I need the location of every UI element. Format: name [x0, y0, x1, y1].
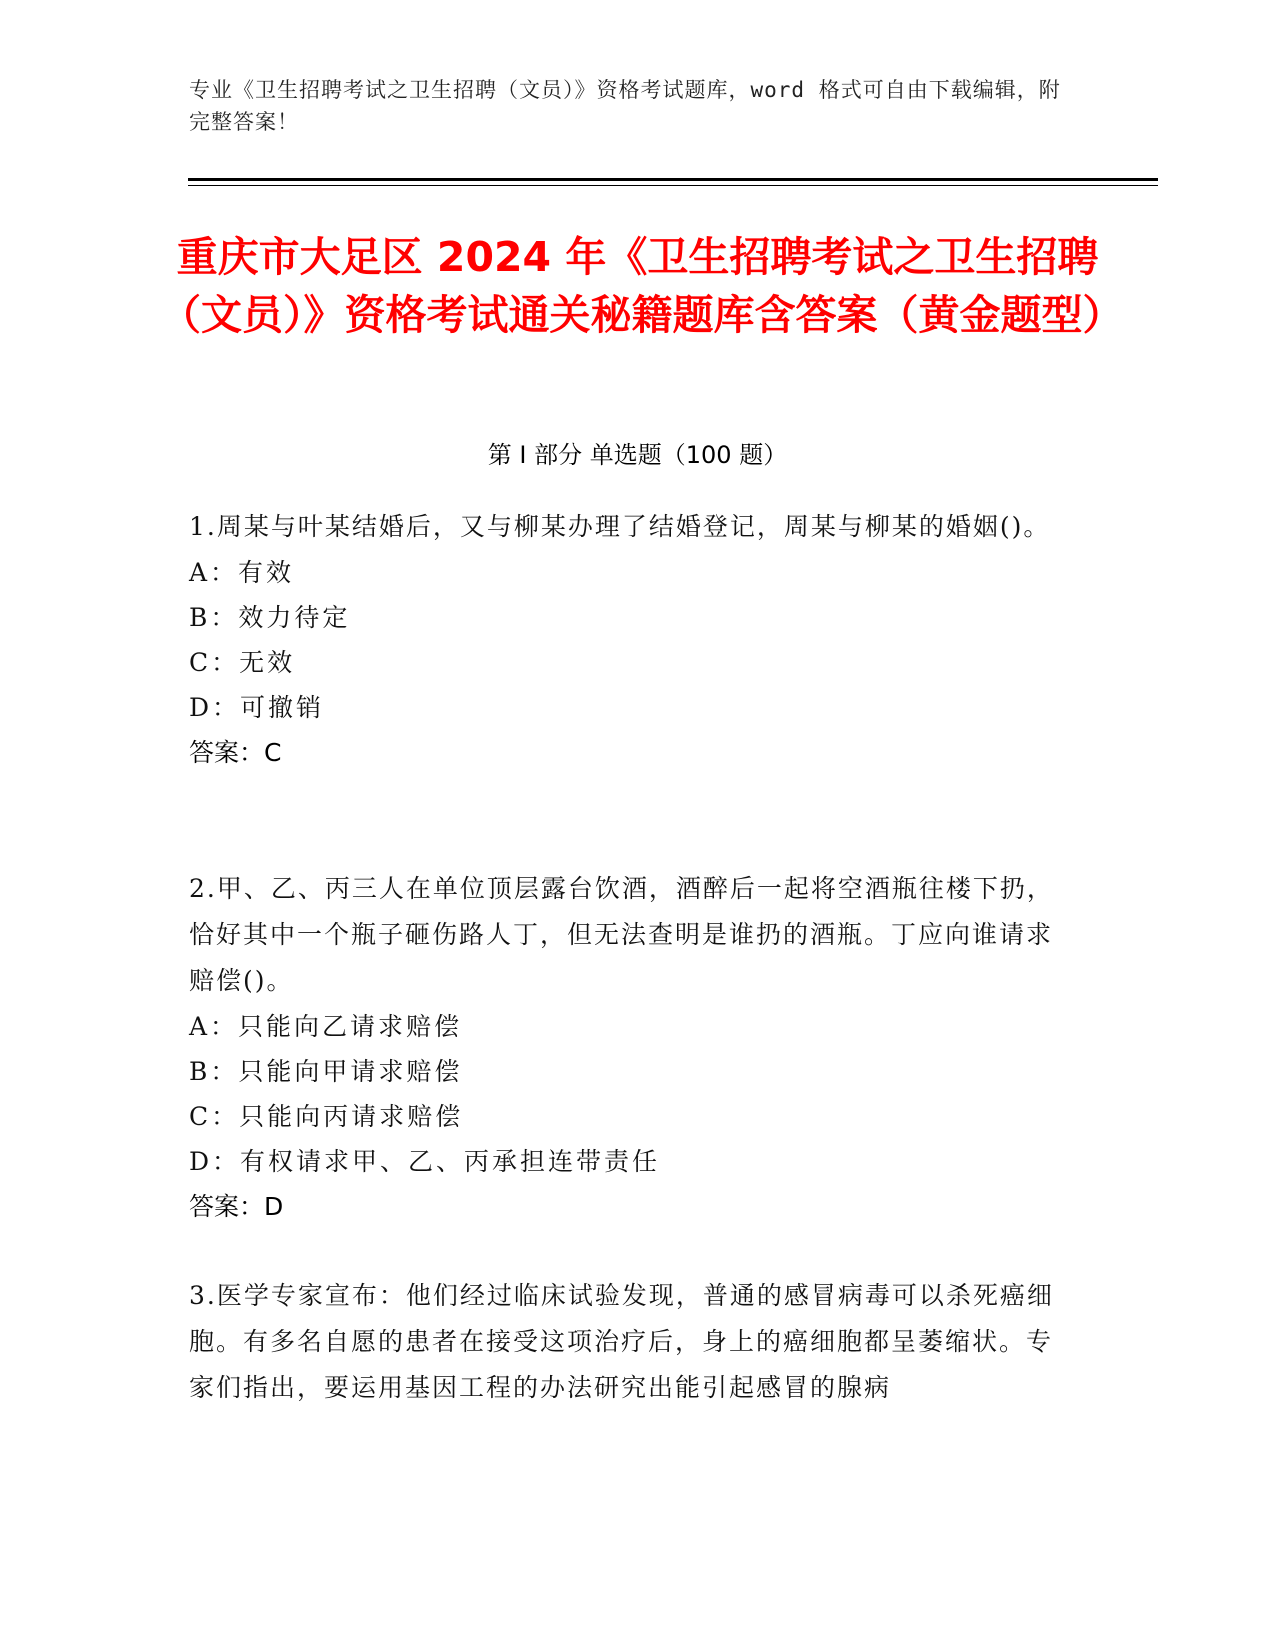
- option-b: B：只能向甲请求赔偿: [189, 1057, 463, 1086]
- document-title: 重庆市大足区 2024 年《卫生招聘考试之卫生招聘（文员）》资格考试通关秘籍题库含答案（黄金题型）: [160, 233, 1124, 339]
- question-stem: 2.甲、乙、丙三人在单位顶层露台饮酒，酒醉后一起将空酒瓶往楼下扔，恰好其中一个瓶子砸伤路人丁，但无法查明是谁扔的酒瓶。丁应向谁请求赔偿()。: [189, 874, 1054, 995]
- question-1: [189, 504, 1064, 776]
- header-rule-thin: [188, 185, 1158, 186]
- question-3: [189, 1273, 1064, 1411]
- question-2: [189, 866, 1064, 1230]
- option-b: B：效力待定: [189, 603, 351, 632]
- header-rule-thick: [188, 178, 1158, 181]
- answer: 答案：C: [189, 738, 282, 767]
- option-d: D：可撤销: [189, 693, 325, 722]
- question-stem: 1.周某与叶某结婚后，又与柳某办理了结婚登记，周某与柳某的婚姻()。: [189, 512, 1051, 541]
- option-c: C：只能向丙请求赔偿: [189, 1102, 464, 1131]
- header-note: 专业《卫生招聘考试之卫生招聘（文员）》资格考试题库，word 格式可自由下载编辑，附完整答案！: [189, 78, 1061, 134]
- question-stem: 3.医学专家宣布：他们经过临床试验发现，普通的感冒病毒可以杀死癌细胞。有多名自愿的患者在接受这项治疗后，身上的癌细胞都呈萎缩状。专家们指出，要运用基因工程的办法研究出能引起感冒的腺病: [189, 1281, 1054, 1402]
- option-c: C：无效: [189, 648, 296, 677]
- option-a: A：有效: [189, 558, 295, 587]
- answer: 答案：D: [189, 1192, 284, 1221]
- section-title: 第 I 部分 单选题（100 题）: [487, 441, 788, 469]
- option-a: A：只能向乙请求赔偿: [189, 1012, 463, 1041]
- option-d: D：有权请求甲、乙、丙承担连带责任: [189, 1147, 661, 1176]
